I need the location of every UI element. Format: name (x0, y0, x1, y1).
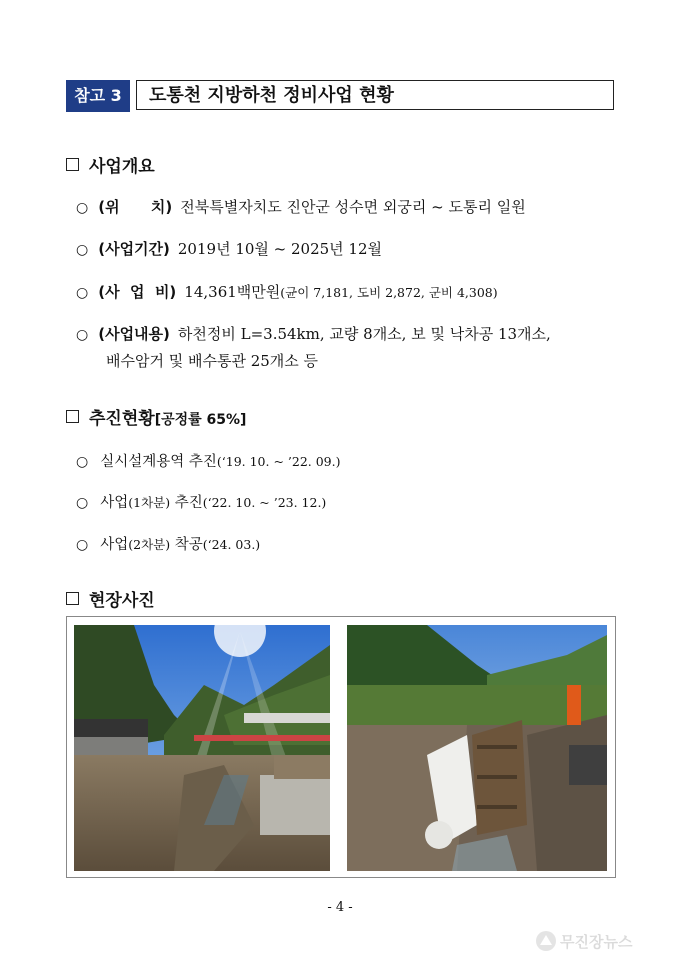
section-photos-heading: 현장사진 (66, 586, 155, 611)
overview-location (76, 196, 526, 217)
progress-item-period: (‘22. 10. ~ ’23. 12.) (202, 495, 327, 510)
overview-content (76, 323, 551, 344)
square-bullet-icon (66, 158, 79, 171)
overview-period (76, 238, 382, 259)
section-progress-heading: 추진현황[공정률 65%] (66, 404, 246, 429)
overview-cost (76, 281, 498, 302)
watermark-text: 무진장뉴스 (560, 933, 633, 951)
cost-detail: (균이 7,181, 도비 2,872, 군비 4,308) (280, 285, 498, 300)
square-bullet-icon (66, 592, 79, 605)
progress-item (76, 533, 260, 554)
section-overview-heading: 사업개요 (66, 152, 155, 177)
page-number: - 4 - (327, 900, 353, 915)
circle-bullet-icon: ○ (76, 285, 89, 301)
page-title: 도통천 지방하천 정비사업 현황 (136, 80, 614, 110)
progress-item-name: 실시설계용역 추진 (100, 454, 217, 470)
circle-bullet-icon: ○ (76, 537, 89, 553)
period-value: 2019년 10월 ~ 2025년 12월 (177, 240, 383, 258)
photo-frame (66, 616, 616, 878)
circle-bullet-icon: ○ (76, 495, 89, 511)
progress-item (76, 450, 340, 471)
period-label: (사업기간) (98, 240, 170, 258)
content-label: (사업내용) (98, 325, 170, 343)
circle-bullet-icon: ○ (76, 327, 89, 343)
cost-label: (사 업 비) (98, 283, 177, 301)
news-watermark-logo (534, 928, 670, 954)
title-block (66, 80, 614, 112)
progress-item-period: (‘24. 03.) (202, 537, 261, 552)
reference-tag: 참고 3 (66, 80, 130, 112)
progress-item-phase: (1차분) (128, 495, 171, 510)
cost-main: 14,361백만원 (184, 283, 281, 301)
progress-item-name: 사업 (100, 495, 129, 511)
site-photo-right (347, 625, 607, 871)
progress-item-period: (‘19. 10. ~ ’22. 09.) (216, 454, 341, 469)
circle-bullet-icon: ○ (76, 454, 89, 470)
progress-rate: [공정률 65%] (154, 412, 247, 428)
circle-bullet-icon: ○ (76, 242, 89, 258)
progress-item-action: 추진 (170, 495, 203, 511)
location-label: (위 치) (98, 198, 173, 216)
progress-item-phase: (2차분) (128, 537, 171, 552)
progress-item-action: 착공 (170, 537, 203, 553)
progress-item (76, 491, 326, 512)
progress-item-name: 사업 (100, 537, 129, 553)
location-value: 전북특별자치도 진안군 성수면 외궁리 ~ 도통리 일원 (180, 198, 526, 216)
content-line2: 배수암거 및 배수통관 25개소 등 (106, 352, 319, 370)
square-bullet-icon (66, 410, 79, 423)
site-photo-left (74, 625, 330, 871)
content-line1: 하천정비 L=3.54km, 교량 8개소, 보 및 낙차공 13개소, (177, 325, 551, 343)
circle-bullet-icon: ○ (76, 200, 89, 216)
